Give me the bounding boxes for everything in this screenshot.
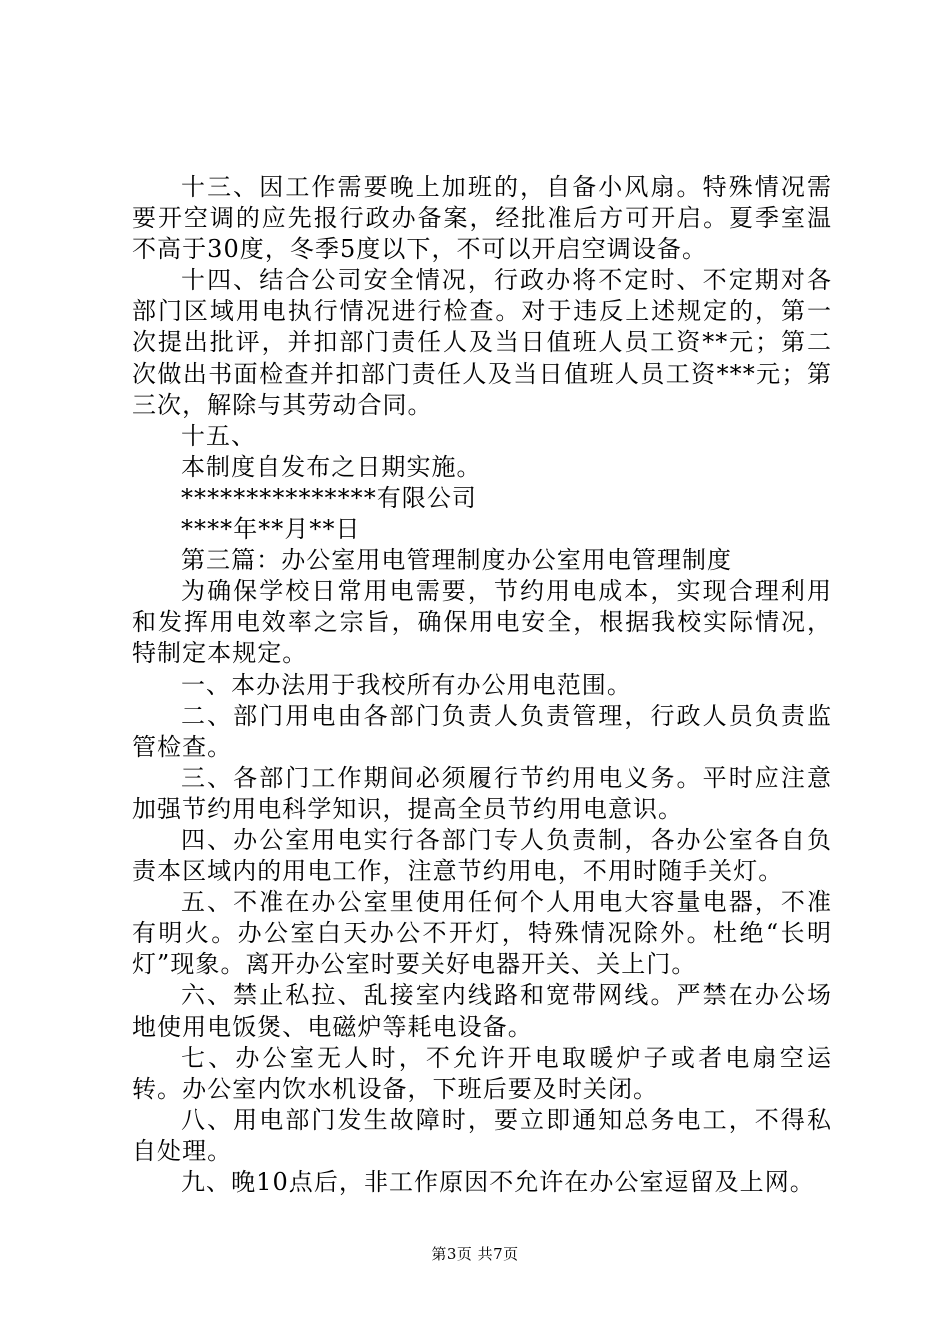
paragraph-rule-3: 三、各部门工作期间必须履行节约用电义务。平时应注意加强节约用电科学知识，提高全员节约用电意识。 xyxy=(132,763,832,823)
paragraph-rule-8: 八、用电部门发生故障时，要立即通知总务电工，不得私自处理。 xyxy=(132,1105,832,1165)
paragraph-14-inspection: 十四、结合公司安全情况，行政办将不定时、不定期对各部门区域用电执行情况进行检查。对于违反上述规定的，第一次提出批评，并扣部门责任人及当日值班人员工资**元；第二次做出书面检查并扣部门责任人及当日值班人员工资***元；第三次，解除与其劳动合同。 xyxy=(132,266,832,419)
paragraph-rule-5: 五、不准在办公室里使用任何个人用电大容量电器，不准有明火。办公室白天办公不开灯，特殊情况除外。杜绝“长明灯”现象。离开办公室时要关好电器开关、关上门。 xyxy=(132,888,832,979)
company-signature: ***************有限公司 xyxy=(181,483,477,512)
paragraph-rule-9: 九、晚10点后，非工作原因不允许在办公室逗留及上网。 xyxy=(181,1168,815,1196)
paragraph-rule-4: 四、办公室用电实行各部门专人负责制，各办公室各自负责本区域内的用电工作，注意节约用电，不用时随手关灯。 xyxy=(132,825,832,886)
section-three-title: 第三篇：办公室用电管理制度办公室用电管理制度 xyxy=(181,546,733,575)
paragraph-rule-1: 一、本办法用于我校所有办公用电范围。 xyxy=(181,670,632,699)
paragraph-rule-7: 七、办公室无人时，不允许开电取暖炉子或者电扇空运转。办公室内饮水机设备，下班后要及时关闭。 xyxy=(132,1043,832,1103)
paragraph-purpose: 为确保学校日常用电需要，节约用电成本，实现合理利用和发挥用电效率之宗旨，确保用电安全，根据我校实际情况，特制定本规定。 xyxy=(132,577,832,668)
paragraph-15-heading: 十五、 xyxy=(181,421,257,450)
paragraph-13-air-conditioning: 十三、因工作需要晚上加班的，自备小风扇。特殊情况需要开空调的应先报行政办备案，经批准后方可开启。夏季室温不高于30度，冬季5度以下，不可以开启空调设备。 xyxy=(132,173,832,264)
paragraph-rule-6: 六、禁止私拉、乱接室内线路和宽带网线。严禁在办公场地使用电饭煲、电磁炉等耗电设备。 xyxy=(132,981,832,1041)
paragraph-effective-date: 本制度自发布之日期实施。 xyxy=(181,452,482,481)
signature-date: ****年**月**日 xyxy=(181,515,361,544)
document-body xyxy=(132,172,832,1198)
page-number-footer: 第3页 共7页 xyxy=(431,1245,519,1263)
paragraph-rule-2: 二、部门用电由各部门负责人负责管理，行政人员负责监管检查。 xyxy=(132,701,832,761)
